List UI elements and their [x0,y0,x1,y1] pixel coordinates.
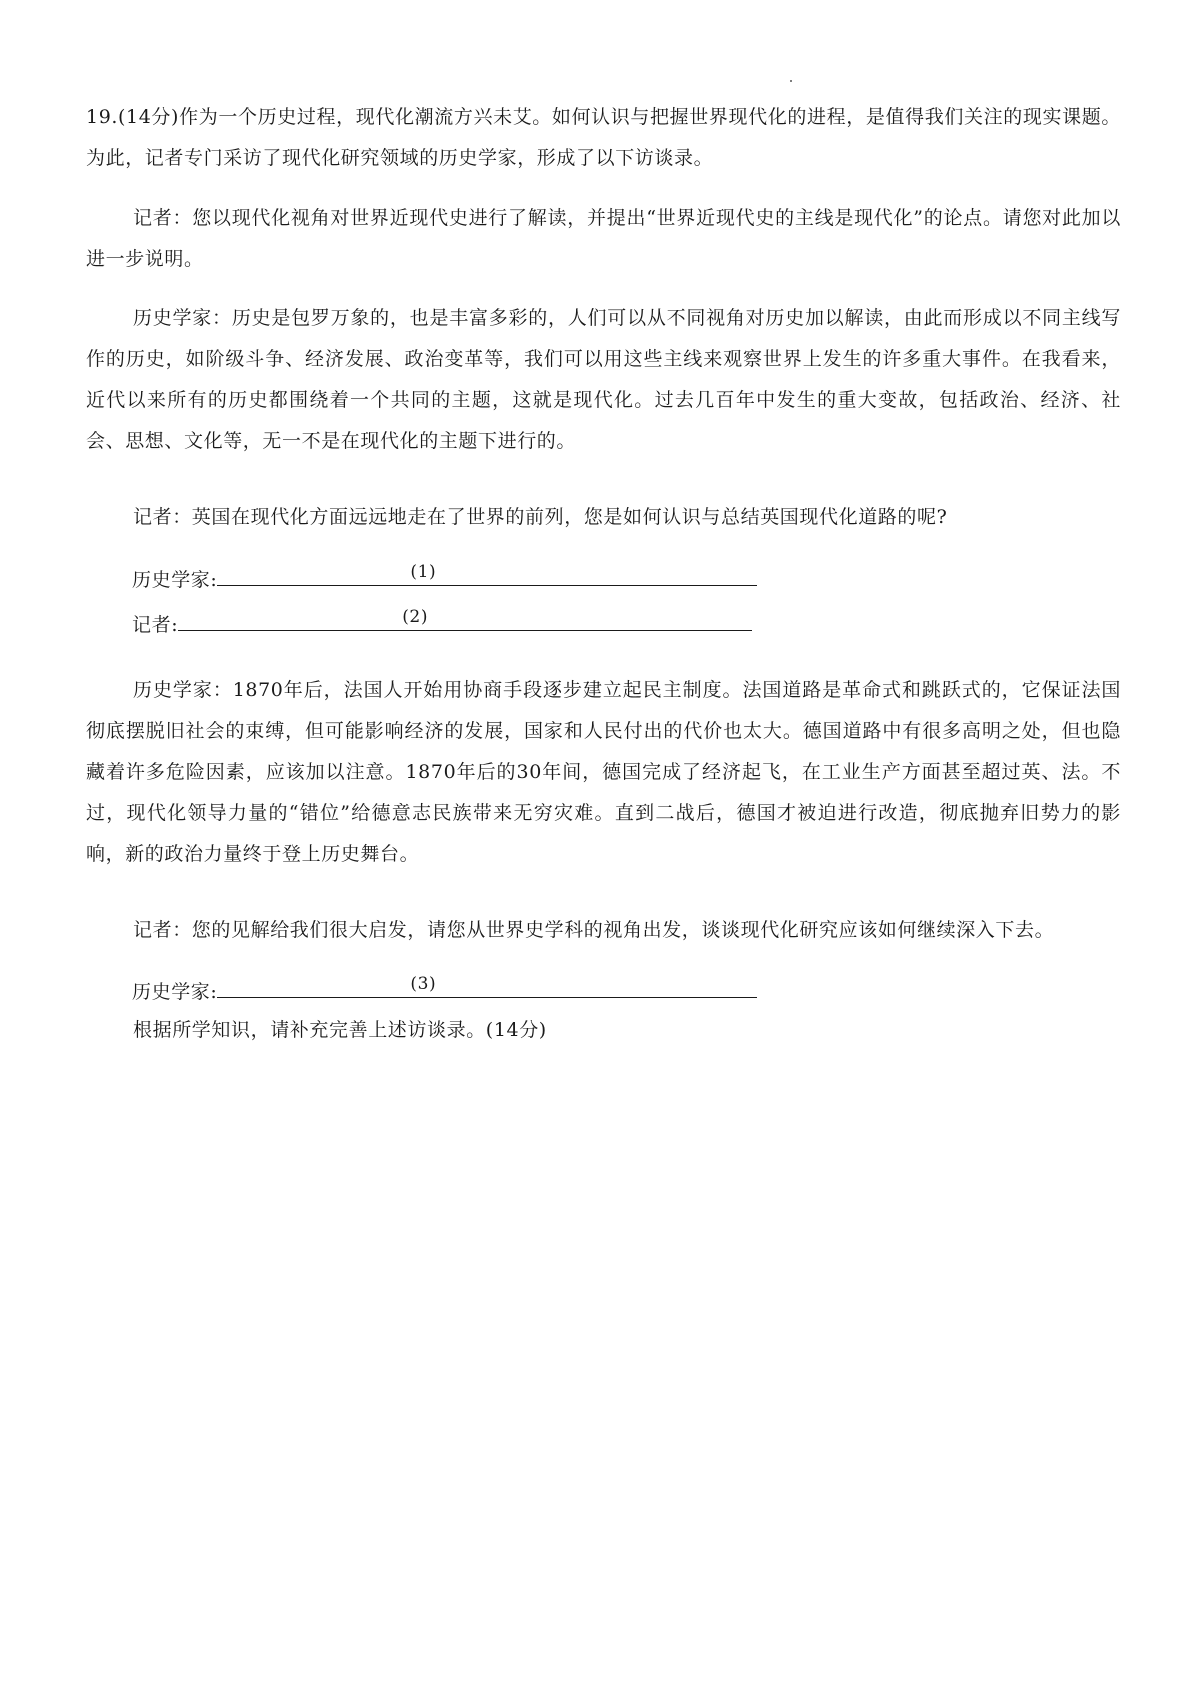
reporter-question-1: 记者：您以现代化视角对世界近现代史进行了解读，并提出“世界近现代史的主线是现代化”的论点。请您对此加以进一步说明。 [86,207,1121,270]
blank-2-number: (2) [402,607,429,627]
reporter-question-4: 记者：您的见解给我们很大启发，请您从世界史学科的视角出发，谈谈现代化研究应该如何继续深入下去。 [133,919,1055,941]
blank-3-number: (3) [410,974,437,994]
closing-instruction: 根据所学知识，请补充完善上述访谈录。(14分) [133,1019,547,1041]
blank-2-underline [178,608,752,631]
blank-3-label: 历史学家: [132,981,218,1003]
answer-blank-3 [132,975,757,1007]
blank-1-number: (1) [410,562,437,582]
blank-1-label: 历史学家: [132,569,218,591]
answer-blank-2 [132,608,752,640]
blank-2-label: 记者: [132,614,179,636]
answer-blank-1 [132,563,757,595]
reporter-question-2: 记者：英国在现代化方面远远地走在了世界的前列，您是如何认识与总结英国现代化道路的呢? [133,506,948,528]
blank-1-underline [217,563,757,586]
blank-3-underline [217,975,757,998]
scan-dot [790,80,792,82]
historian-answer-1: 历史学家：历史是包罗万象的，也是丰富多彩的，人们可以从不同视角对历史加以解读，由此而形成以不同主线写作的历史，如阶级斗争、经济发展、政治变革等，我们可以用这些主线来观察世界上发生的许多重大事件。在我看来，近代以来所有的历史都围绕着一个共同的主题，这就是现代化。过去几百年中发生的重大变故，包括政治、经济、社会、思想、文化等，无一不是在现代化的主题下进行的。 [86,307,1121,452]
historian-answer-3: 历史学家：1870年后，法国人开始用协商手段逐步建立起民主制度。法国道路是革命式和跳跃式的，它保证法国彻底摆脱旧社会的束缚，但可能影响经济的发展，国家和人民付出的代价也太大。德国道路中有很多高明之处，但也隐藏着许多危险因素，应该加以注意。1870年后的30年间，德国完成了经济起飞，在工业生产方面甚至超过英、法。不过，现代化领导力量的“错位”给德意志民族带来无穷灾难。直到二战后，德国才被迫进行改造，彻底抛弃旧势力的影响，新的政治力量终于登上历史舞台。 [86,679,1121,865]
question-intro: 19.(14分)作为一个历史过程，现代化潮流方兴未艾。如何认识与把握世界现代化的进程，是值得我们关注的现实课题。为此，记者专门采访了现代化研究领域的历史学家，形成了以下访谈录。 [86,106,1121,169]
